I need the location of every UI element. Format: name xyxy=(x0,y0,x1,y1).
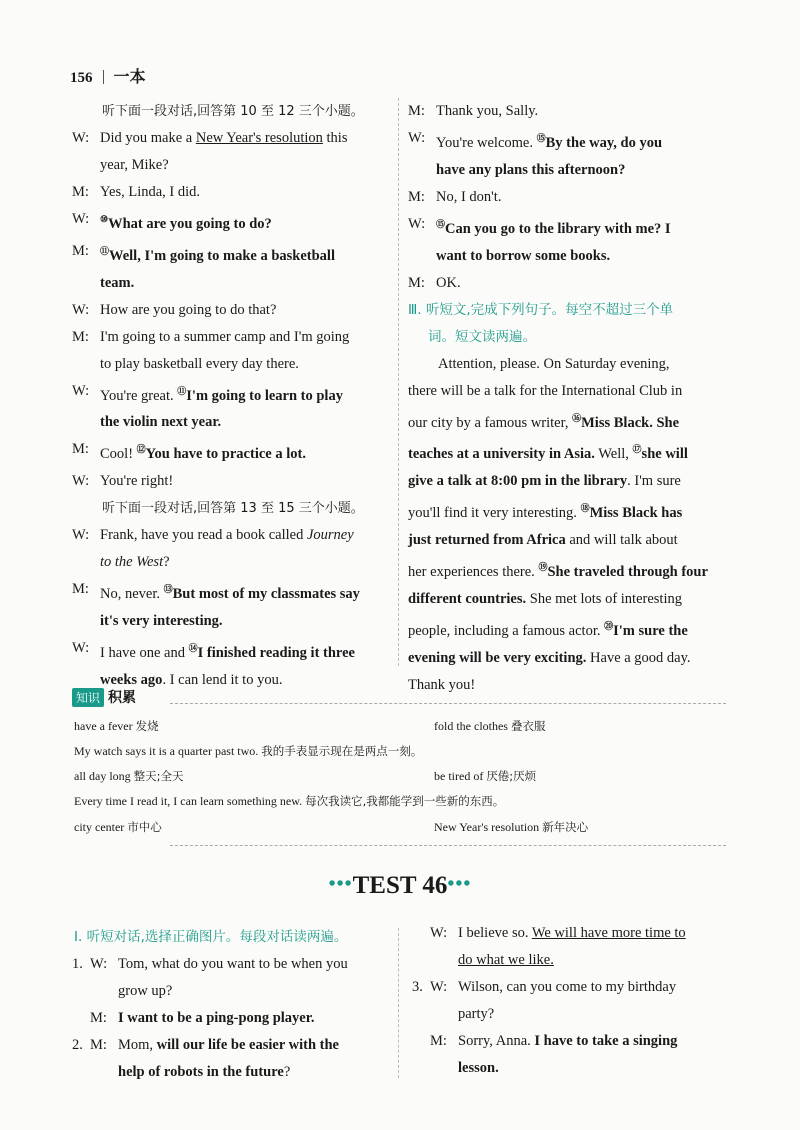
passage-line: give a talk at 8:00 pm in the library. I'm sure xyxy=(408,473,681,490)
passage-line: there will be a talk for the International Club in xyxy=(408,382,683,399)
brand-logo: 一本 xyxy=(113,67,146,86)
dialogue-line-cont: weeks ago. I can lend it to you. xyxy=(100,671,283,688)
dialogue-intro: 听下面一段对话,回答第 13 至 15 三个小题。 xyxy=(102,501,364,517)
passage-line: teaches at a university in Asia. Well, ⑰she will xyxy=(408,444,688,463)
dialogue-line: W: Did you make a New Year's resolution this xyxy=(72,130,348,146)
passage-line: just returned from Africa and will talk about xyxy=(408,532,678,549)
dialogue-line: W: ⑮Can you go to the library with me? I xyxy=(408,215,671,237)
dialogue-line: W: ⑩What are you going to do? xyxy=(72,211,272,232)
column-divider xyxy=(398,98,399,666)
dialogue-line-cont: to play basketball every day there. xyxy=(100,355,299,372)
knowledge-tag: 知识 xyxy=(72,688,104,707)
knowledge-bottom-rule xyxy=(170,845,726,846)
question-line: 2. M: Mom, will our life be easier with the xyxy=(72,1037,339,1053)
column-divider xyxy=(398,928,399,1078)
header-divider xyxy=(103,70,104,84)
dialogue-line: W: You're great. ⑪I'm going to learn to play xyxy=(72,382,343,404)
knowledge-item: city center 市中心 xyxy=(74,820,162,834)
passage-line: evening will be very exciting. Have a good day. xyxy=(408,649,691,666)
knowledge-item: Every time I read it, I can learn something new. 每次我读它,我都能学到一些新的东西。 xyxy=(74,794,505,808)
question-line-cont: party? xyxy=(458,1006,495,1022)
question-line-cont: lesson. xyxy=(458,1060,499,1076)
dialogue-line: M: No, I don't. xyxy=(408,188,502,205)
passage xyxy=(408,351,728,699)
dialogue-line: W: You're welcome. ⑮By the way, do you xyxy=(408,130,663,151)
question-line: W: I believe so. We will have more time to xyxy=(430,925,686,941)
knowledge-item: all day long 整天;全天 xyxy=(74,769,184,783)
passage-line: Thank you! xyxy=(408,676,476,693)
knowledge-box-header xyxy=(72,687,136,707)
passage-line: her experiences there. ⑲She traveled through four xyxy=(408,562,708,580)
knowledge-top-rule xyxy=(170,703,726,704)
page-header xyxy=(70,64,146,87)
dialogue-line: M: No, never. ⑬But most of my classmates say xyxy=(72,581,360,603)
dialogue-line: M: Yes, Linda, I did. xyxy=(72,184,201,200)
dialogue-line: M: Cool! ⑫You have to practice a lot. xyxy=(72,441,306,463)
question-line: 3. W: Wilson, can you come to my birthday xyxy=(412,979,677,995)
passage-line: Attention, please. On Saturday evening, xyxy=(438,355,670,372)
dialogue-line-cont: the violin next year. xyxy=(100,414,222,431)
question-line: 1. W: Tom, what do you want to be when you xyxy=(72,956,348,972)
dialogue-line: W: You're right! xyxy=(72,473,174,490)
knowledge-item: have a fever 发烧 xyxy=(74,719,159,733)
dialogue-line: M: ⑪Well, I'm going to make a basketball xyxy=(72,242,335,264)
dialogue-line: M: OK. xyxy=(408,274,461,291)
section-title: Ⅰ. 听短对话,选择正确图片。每段对话读两遍。 xyxy=(74,929,348,945)
passage-line: people, including a famous actor. ⑳I'm sure the xyxy=(408,620,688,639)
right-column xyxy=(408,98,728,699)
question-line-cont: do what we like. xyxy=(458,952,554,968)
dialogue-line-cont: want to borrow some books. xyxy=(436,247,611,264)
knowledge-item: fold the clothes 叠衣服 xyxy=(434,719,546,733)
question-line-cont: help of robots in the future? xyxy=(118,1064,291,1080)
test-left-column xyxy=(72,924,390,1086)
dialogue-line-cont: team. xyxy=(100,274,135,291)
knowledge-item: My watch says it is a quarter past two. 我的手表显示现在是两点一刻。 xyxy=(74,744,423,758)
title-dots-right: ••• xyxy=(447,873,472,895)
question-line: M: Sorry, Anna. I have to take a singing xyxy=(430,1033,678,1049)
knowledge-item: be tired of 厌倦;厌烦 xyxy=(434,769,537,783)
dialogue-line-cont: to the West? xyxy=(100,554,170,571)
dialogue-line-cont: year, Mike? xyxy=(100,157,169,173)
test-right-column xyxy=(412,920,730,1082)
section-title: Ⅲ. 听短文,完成下列句子。每空不超过三个单 xyxy=(408,301,674,318)
passage-line: you'll find it very interesting. ⑱Miss Black has xyxy=(408,503,683,522)
question-line: M: I want to be a ping-pong player. xyxy=(90,1010,315,1026)
question-line-cont: grow up? xyxy=(118,983,173,999)
dialogue-line-cont: have any plans this afternoon? xyxy=(436,161,626,178)
test-title-text: TEST 46 xyxy=(352,872,448,899)
page-number: 156 xyxy=(70,70,93,86)
dialogue-line: M: I'm going to a summer camp and I'm going xyxy=(72,328,350,345)
test-title xyxy=(0,872,800,900)
dialogue-line: W: How are you going to do that? xyxy=(72,301,277,318)
knowledge-item: New Year's resolution 新年决心 xyxy=(434,820,589,834)
title-dots-left: ••• xyxy=(328,873,353,895)
dialogue-line: W: I have one and ⑭I finished reading it three xyxy=(72,640,355,661)
section-title-cont: 词。短文读两遍。 xyxy=(428,328,536,345)
dialogue-line: W: Frank, have you read a book called Journey xyxy=(72,527,354,544)
dialogue-line: M: Thank you, Sally. xyxy=(408,103,539,119)
passage-line: different countries. She met lots of interesting xyxy=(408,590,682,607)
dialogue-intro: 听下面一段对话,回答第 10 至 12 三个小题。 xyxy=(102,104,364,119)
dialogue-line-cont: it's very interesting. xyxy=(100,613,223,630)
knowledge-title: 积累 xyxy=(108,690,137,706)
passage-line: our city by a famous writer, ⑯Miss Black. She xyxy=(408,412,680,431)
left-column xyxy=(72,98,390,694)
